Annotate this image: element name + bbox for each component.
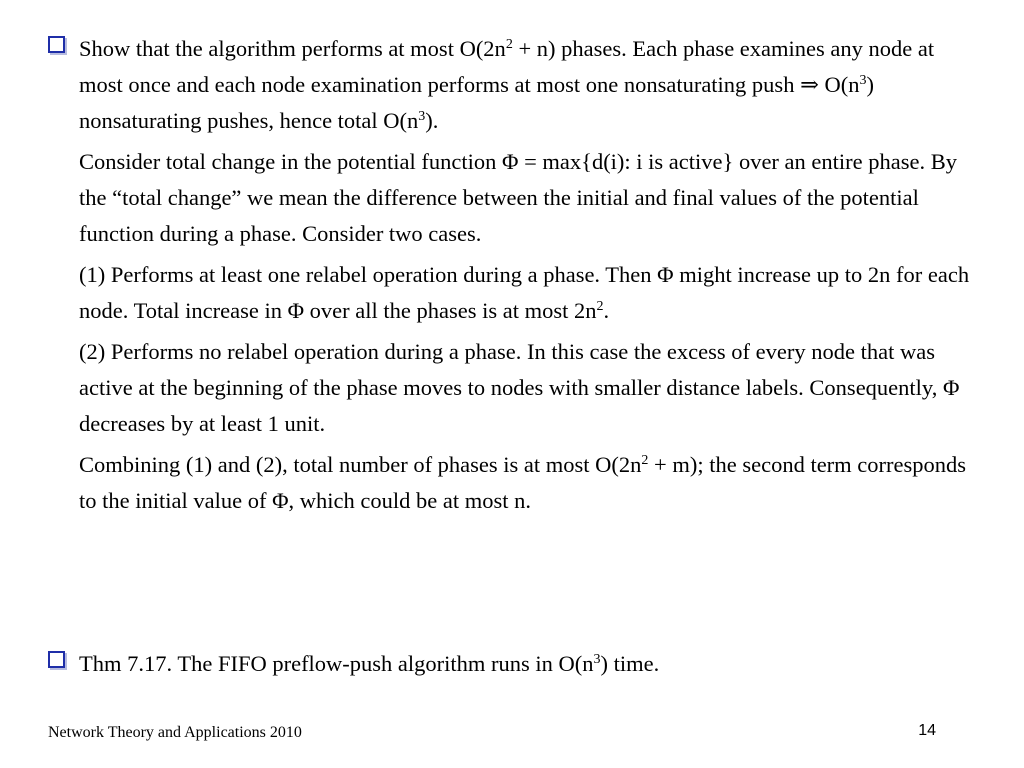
bullet-text-phases (79, 31, 978, 139)
superscript: 3 (418, 109, 426, 124)
page-number: 14 (918, 722, 936, 739)
bullet-text-theorem (79, 646, 659, 682)
text-segment: Show that the algorithm performs at most O(2n (79, 36, 506, 61)
text-segment: + m); the second term corresponds to the initial value of Φ, which could be at most n. (79, 452, 967, 513)
paragraph-case-1 (48, 257, 978, 329)
text-segment: ) nonsaturating pushes, hence total O(n (79, 72, 875, 133)
paragraph-case-2: (2) Performs no relabel operation during a phase. In this case the excess of every node that was active at the beginning of the phase moves to nodes with smaller distance labels. Consequently, Φ decreases by at least 1 unit. (79, 339, 960, 436)
bullet-block-phases (48, 31, 978, 519)
text-segment: + n) phases. Each phase examines any node at most once and each node examination performs at most one nonsaturating push ⇒ O(n (79, 36, 935, 97)
superscript: 3 (593, 652, 601, 667)
paragraph-potential: Consider total change in the potential function Φ = max{d(i): i is active} over an entire phase. By the “total change” we mean the difference between the initial and final values of the potential function during a phase. Consider two cases. (79, 149, 957, 246)
paragraph-combine (48, 447, 978, 519)
square-bullet-icon (48, 651, 65, 668)
text-segment: (1) Performs at least one relabel operation during a phase. Then Φ might increase up to 2n for each node. Total increase in Φ over all the phases is at most 2n (79, 262, 970, 323)
text-segment: Thm 7.17. The FIFO preflow-push algorithm runs in O(n (79, 651, 594, 676)
superscript: 2 (641, 453, 649, 468)
superscript: 2 (596, 299, 604, 314)
square-bullet-icon (48, 36, 65, 53)
text-segment: . (603, 298, 610, 323)
footer-title: Network Theory and Applications 2010 (48, 724, 302, 741)
text-segment: ) time. (600, 651, 660, 676)
bullet-row-1 (48, 31, 978, 139)
bullet-block-theorem (48, 646, 978, 682)
superscript: 2 (505, 37, 513, 52)
superscript: 3 (859, 73, 867, 88)
text-segment: ). (425, 108, 439, 133)
bullet-row-2 (48, 646, 978, 682)
text-segment: Combining (1) and (2), total number of phases is at most O(2n (79, 452, 642, 477)
